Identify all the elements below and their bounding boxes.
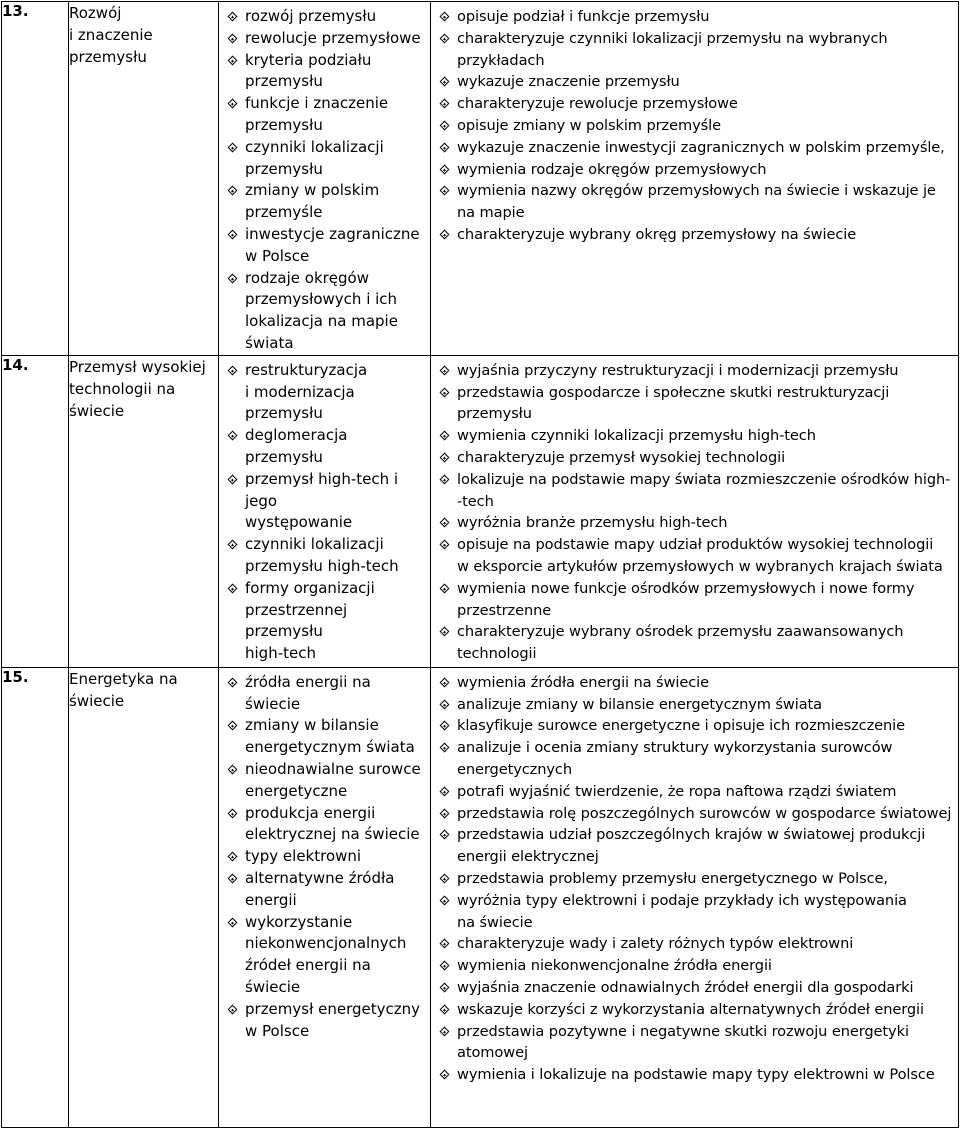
content-item-text: rodzaje okręgów przemysłowych i ich lokalizacja na mapie świata	[245, 268, 398, 352]
diamond-bullet-icon	[228, 808, 238, 818]
requirement-item	[441, 621, 956, 665]
diamond-bullet-icon	[440, 142, 450, 152]
diamond-bullet-icon	[440, 1070, 450, 1080]
content-item-text: źródła energii na świecie	[245, 672, 371, 713]
diamond-bullet-icon	[228, 55, 238, 65]
table-row	[2, 2, 959, 356]
requirement-item-text: wykazuje znaczenie inwestycji zagranicznych w polskim przemyśle,	[457, 138, 945, 156]
content-item	[229, 912, 428, 999]
diamond-bullet-icon	[440, 431, 450, 441]
requirement-item	[441, 803, 956, 825]
diamond-bullet-icon	[440, 1004, 450, 1014]
requirement-item	[441, 1064, 956, 1086]
content-item-text: kryteria podziału przemysłu	[245, 50, 372, 91]
diamond-bullet-icon	[440, 699, 450, 709]
table-body	[2, 2, 959, 1128]
requirement-item-text: klasyfikuje surowce energetyczne i opisuje ich rozmieszczenie	[457, 717, 906, 735]
diamond-bullet-icon	[228, 12, 238, 22]
diamond-bullet-icon	[228, 583, 238, 593]
diamond-bullet-icon	[440, 583, 450, 593]
content-item-text: alternatywne źródła energii	[245, 868, 395, 909]
requirement-item	[441, 737, 956, 781]
requirement-item	[441, 534, 956, 578]
content-item-list	[219, 668, 430, 1043]
requirement-item-text: charakteryzuje wybrany okręg przemysłowy na świecie	[457, 225, 857, 243]
row-number: 13.	[2, 2, 69, 356]
row-topic: Rozwój i znaczenie przemysłu	[69, 2, 219, 356]
content-item	[229, 534, 428, 578]
requirement-item-text: wymienia nowe funkcje ośrodków przemysłowych i nowe formy przestrzenne	[457, 579, 915, 619]
content-item-text: restrukturyzacja i modernizacja przemysłu	[245, 360, 368, 423]
requirements-cell	[431, 2, 959, 356]
content-item-text: typy elektrowni	[245, 847, 362, 866]
requirement-item-text: wyróżnia branże przemysłu high-tech	[457, 514, 728, 532]
diamond-bullet-icon	[228, 230, 238, 240]
requirement-item-text: przedstawia udział poszczególnych krajów w światowej produkcji energii elektrycznej	[457, 826, 926, 866]
content-item	[229, 268, 428, 355]
diamond-bullet-icon	[228, 677, 238, 687]
requirement-item	[441, 694, 956, 716]
content-item-text: przemysł energetyczny w Polsce	[245, 999, 421, 1040]
requirement-item-text: przedstawia gospodarcze i społeczne skutki restrukturyzacji przemysłu	[457, 383, 890, 423]
contents-cell	[219, 2, 431, 356]
requirement-item	[441, 224, 956, 246]
requirement-item	[441, 360, 956, 382]
curriculum-table	[1, 1, 959, 1128]
requirement-item	[441, 955, 956, 977]
requirement-item	[441, 999, 956, 1021]
diamond-bullet-icon	[440, 677, 450, 687]
content-item	[229, 999, 428, 1043]
diamond-bullet-icon	[228, 273, 238, 283]
requirement-item	[441, 159, 956, 181]
requirement-item	[441, 933, 956, 955]
requirement-item-text: analizuje zmiany w bilansie energetycznym świata	[457, 695, 823, 713]
requirement-item-text: charakteryzuje wybrany ośrodek przemysłu zaawansowanych technologii	[457, 623, 904, 663]
diamond-bullet-icon	[228, 721, 238, 731]
content-item-text: czynniki lokalizacji przemysłu	[245, 137, 384, 178]
diamond-bullet-icon	[440, 77, 450, 87]
content-item	[229, 868, 428, 912]
content-item	[229, 137, 428, 181]
diamond-bullet-icon	[440, 1026, 450, 1036]
content-item-text: czynniki lokalizacji przemysłu high-tech	[245, 535, 399, 575]
requirement-item-text: przedstawia rolę poszczególnych surowców w gospodarce światowej	[457, 804, 952, 822]
diamond-bullet-icon	[228, 540, 238, 550]
diamond-bullet-icon	[440, 452, 450, 462]
content-item-list	[219, 356, 430, 665]
requirement-item-text: przedstawia problemy przemysłu energetycznego w Polsce,	[457, 869, 888, 887]
requirement-item-text: wymienia źródła energii na świecie	[457, 673, 709, 691]
row-number: 14.	[2, 355, 69, 667]
requirement-item-text: wyróżnia typy elektrowni i podaje przykłady ich występowania na świecie	[457, 891, 907, 931]
requirement-item	[441, 715, 956, 737]
requirements-cell	[431, 667, 959, 1127]
diamond-bullet-icon	[228, 186, 238, 196]
diamond-bullet-icon	[228, 142, 238, 152]
diamond-bullet-icon	[440, 387, 450, 397]
row-topic: Przemysł wysokiej technologii na świecie	[69, 355, 219, 667]
requirement-item	[441, 28, 956, 72]
diamond-bullet-icon	[440, 121, 450, 131]
row-number: 15.	[2, 667, 69, 1127]
requirement-item	[441, 890, 956, 934]
diamond-bullet-icon	[228, 99, 238, 109]
content-item-text: zmiany w bilansie energetycznym świata	[245, 716, 415, 757]
requirement-item-text: wskazuje korzyści z wykorzystania alternatywnych źródeł energii	[457, 1000, 924, 1018]
requirement-item	[441, 425, 956, 447]
diamond-bullet-icon	[228, 365, 238, 375]
diamond-bullet-icon	[440, 982, 450, 992]
contents-cell	[219, 355, 431, 667]
requirement-item-text: wymienia niekonwencjonalne źródła energii	[457, 957, 772, 975]
requirement-item-text: przedstawia pozytywne i negatywne skutki rozwoju energetyki atomowej	[457, 1022, 909, 1062]
content-item-text: inwestycje zagraniczne w Polsce	[245, 224, 420, 265]
diamond-bullet-icon	[440, 961, 450, 971]
diamond-bullet-icon	[228, 33, 238, 43]
diamond-bullet-icon	[440, 743, 450, 753]
contents-cell	[219, 667, 431, 1127]
content-item	[229, 469, 428, 534]
requirement-item-text: wymienia nazwy okręgów przemysłowych na świecie i wskazuje je na mapie	[457, 182, 936, 222]
requirement-item-text: opisuje podział i funkcje przemysłu	[457, 8, 710, 25]
content-item	[229, 360, 428, 425]
diamond-bullet-icon	[440, 518, 450, 528]
content-item-text: funkcje i znaczenie przemysłu	[245, 94, 389, 134]
requirement-item-text: wykazuje znaczenie przemysłu	[457, 73, 680, 91]
content-item-text: produkcja energii elektrycznej na świecie	[245, 803, 420, 844]
content-item	[229, 672, 428, 716]
requirement-item-text: lokalizuje na podstawie mapy świata rozmieszczenie ośrodków high- -tech	[457, 470, 951, 510]
diamond-bullet-icon	[440, 895, 450, 905]
requirement-item	[441, 6, 956, 28]
diamond-bullet-icon	[228, 474, 238, 484]
requirement-item-list	[431, 668, 958, 1086]
content-item	[229, 803, 428, 847]
requirement-item-text: wymienia czynniki lokalizacji przemysłu high-tech	[457, 427, 816, 445]
content-item	[229, 6, 428, 28]
content-item	[229, 224, 428, 268]
diamond-bullet-icon	[440, 12, 450, 22]
requirement-item	[441, 868, 956, 890]
content-item-text: rewolucje przemysłowe	[245, 28, 421, 47]
content-item-text: wykorzystanie niekonwencjonalnych źródeł energii na świecie	[245, 912, 407, 996]
requirement-item	[441, 578, 956, 622]
diamond-bullet-icon	[440, 873, 450, 883]
requirement-item-list	[431, 2, 958, 246]
requirement-item	[441, 115, 956, 137]
content-item-text: rozwój przemysłu	[245, 7, 377, 25]
requirement-item-text: wyjaśnia przyczyny restrukturyzacji i modernizacji przemysłu	[457, 361, 899, 379]
content-item	[229, 28, 428, 50]
requirement-item-text: charakteryzuje wady i zalety różnych typów elektrowni	[457, 935, 854, 953]
content-item-text: przemysł high-tech i jego występowanie	[245, 469, 399, 532]
diamond-bullet-icon	[228, 1004, 238, 1014]
content-item	[229, 759, 428, 803]
requirement-item-text: opisuje zmiany w polskim przemyśle	[457, 116, 721, 134]
content-item	[229, 846, 428, 868]
diamond-bullet-icon	[440, 830, 450, 840]
requirement-item	[441, 512, 956, 534]
requirement-item-text: opisuje na podstawie mapy udział produktów wysokiej technologii w eksporcie artykułów przemysłowych w wybranych krajach świata	[457, 536, 943, 575]
requirement-item	[441, 824, 956, 868]
requirement-item-text: charakteryzuje rewolucje przemysłowe	[457, 95, 738, 113]
requirement-item	[441, 447, 956, 469]
requirement-item	[441, 672, 956, 694]
diamond-bullet-icon	[228, 431, 238, 441]
content-item-text: zmiany w polskim przemyśle	[245, 181, 380, 222]
diamond-bullet-icon	[228, 764, 238, 774]
requirement-item	[441, 469, 956, 513]
diamond-bullet-icon	[440, 99, 450, 109]
content-item	[229, 425, 428, 469]
requirement-item-text: wymienia rodzaje okręgów przemysłowych	[457, 160, 767, 178]
requirement-item	[441, 977, 956, 999]
table-row	[2, 667, 959, 1127]
requirement-item	[441, 1021, 956, 1065]
diamond-bullet-icon	[440, 627, 450, 637]
requirement-item	[441, 180, 956, 224]
requirement-item-text: wymienia i lokalizuje na podstawie mapy typy elektrowni w Polsce	[457, 1066, 935, 1084]
content-item-text: deglomeracja przemysłu	[245, 426, 348, 466]
requirements-cell	[431, 355, 959, 667]
content-item	[229, 93, 428, 137]
requirement-item	[441, 71, 956, 93]
content-item-text: nieodnawialne surowce energetyczne	[245, 759, 421, 800]
diamond-bullet-icon	[440, 540, 450, 550]
requirement-item-text: analizuje i ocenia zmiany struktury wykorzystania surowców energetycznych	[457, 739, 893, 778]
content-item	[229, 715, 428, 759]
diamond-bullet-icon	[228, 852, 238, 862]
requirement-item	[441, 137, 956, 159]
diamond-bullet-icon	[440, 786, 450, 796]
requirement-item-text: charakteryzuje czynniki lokalizacji przemysłu na wybranych przykładach	[457, 29, 888, 69]
content-item	[229, 50, 428, 94]
diamond-bullet-icon	[440, 186, 450, 196]
table-row	[2, 355, 959, 667]
requirement-item-text: charakteryzuje przemysł wysokiej technologii	[457, 448, 786, 466]
diamond-bullet-icon	[228, 873, 238, 883]
diamond-bullet-icon	[440, 365, 450, 375]
content-item	[229, 578, 428, 665]
diamond-bullet-icon	[440, 164, 450, 174]
diamond-bullet-icon	[440, 808, 450, 818]
diamond-bullet-icon	[228, 917, 238, 927]
diamond-bullet-icon	[440, 474, 450, 484]
content-item-text: formy organizacji przestrzennej przemysłu high-tech	[245, 578, 375, 663]
content-item-list	[219, 2, 430, 355]
requirement-item-text: potrafi wyjaśnić twierdzenie, że ropa naftowa rządzi światem	[457, 782, 897, 800]
diamond-bullet-icon	[440, 230, 450, 240]
requirement-item	[441, 93, 956, 115]
diamond-bullet-icon	[440, 33, 450, 43]
content-item	[229, 180, 428, 224]
diamond-bullet-icon	[440, 721, 450, 731]
row-topic: Energetyka na świecie	[69, 667, 219, 1127]
requirement-item-list	[431, 356, 958, 665]
diamond-bullet-icon	[440, 939, 450, 949]
requirement-item-text: wyjaśnia znaczenie odnawialnych źródeł energii dla gospodarki	[457, 978, 914, 996]
requirement-item	[441, 781, 956, 803]
requirement-item	[441, 382, 956, 426]
